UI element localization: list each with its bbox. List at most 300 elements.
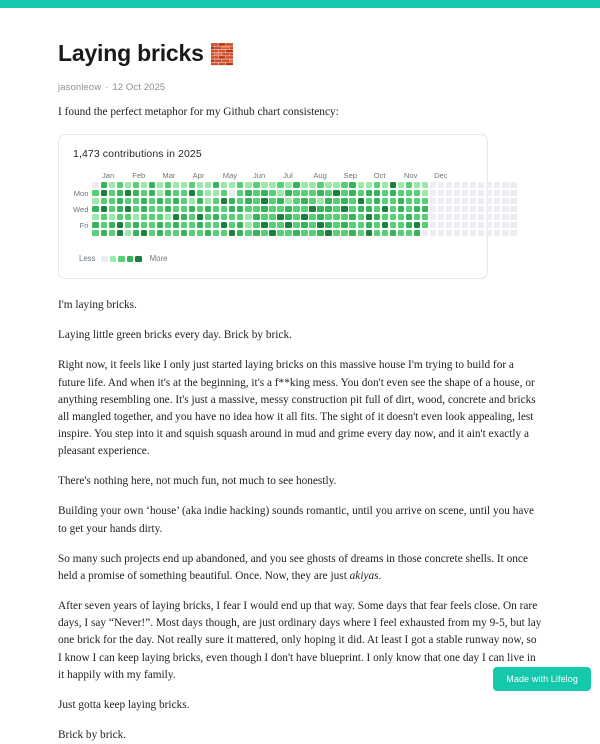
contribution-cell[interactable]	[189, 222, 195, 228]
contribution-cell[interactable]	[510, 214, 516, 220]
contribution-cell[interactable]	[478, 190, 484, 196]
contribution-cell[interactable]	[341, 198, 347, 204]
contribution-cell[interactable]	[358, 198, 364, 204]
contribution-cell[interactable]	[261, 190, 267, 196]
contribution-cell[interactable]	[197, 198, 203, 204]
contribution-cell[interactable]	[333, 206, 339, 212]
contribution-cell[interactable]	[349, 198, 355, 204]
contribution-cell[interactable]	[285, 198, 291, 204]
contribution-cell[interactable]	[237, 198, 243, 204]
contribution-cell[interactable]	[382, 214, 388, 220]
contribution-cell[interactable]	[390, 198, 396, 204]
contribution-cell[interactable]	[502, 206, 508, 212]
contribution-cell[interactable]	[157, 182, 163, 188]
contribution-cell[interactable]	[213, 190, 219, 196]
contribution-cell[interactable]	[366, 182, 372, 188]
contribution-cell[interactable]	[205, 214, 211, 220]
contribution-cell[interactable]	[229, 182, 235, 188]
contribution-cell[interactable]	[382, 222, 388, 228]
contribution-cell[interactable]	[309, 190, 315, 196]
contribution-cell[interactable]	[494, 214, 500, 220]
contribution-cell[interactable]	[374, 214, 380, 220]
contribution-cell[interactable]	[92, 222, 98, 228]
contribution-cell[interactable]	[197, 206, 203, 212]
contribution-cell[interactable]	[149, 198, 155, 204]
contribution-cell[interactable]	[422, 182, 428, 188]
contribution-cell[interactable]	[237, 222, 243, 228]
contribution-cell[interactable]	[502, 198, 508, 204]
contribution-cell[interactable]	[133, 214, 139, 220]
contribution-cell[interactable]	[125, 206, 131, 212]
contribution-cell[interactable]	[165, 182, 171, 188]
contribution-cell[interactable]	[486, 230, 492, 236]
contribution-cell[interactable]	[125, 214, 131, 220]
contribution-cell[interactable]	[309, 198, 315, 204]
contribution-cell[interactable]	[293, 190, 299, 196]
contribution-cell[interactable]	[125, 222, 131, 228]
contribution-cell[interactable]	[213, 222, 219, 228]
contribution-cell[interactable]	[398, 190, 404, 196]
contribution-cell[interactable]	[406, 182, 412, 188]
contribution-cell[interactable]	[309, 222, 315, 228]
contribution-cell[interactable]	[454, 222, 460, 228]
contribution-cell[interactable]	[221, 222, 227, 228]
contribution-cell[interactable]	[414, 222, 420, 228]
contribution-cell[interactable]	[92, 190, 98, 196]
contribution-cell[interactable]	[125, 190, 131, 196]
contribution-cell[interactable]	[366, 222, 372, 228]
contribution-cell[interactable]	[205, 222, 211, 228]
contribution-cell[interactable]	[293, 230, 299, 236]
contribution-cell[interactable]	[293, 182, 299, 188]
contribution-cell[interactable]	[454, 182, 460, 188]
contribution-cell[interactable]	[494, 206, 500, 212]
contribution-cell[interactable]	[382, 182, 388, 188]
contribution-cell[interactable]	[109, 214, 115, 220]
contribution-cell[interactable]	[390, 214, 396, 220]
contribution-cell[interactable]	[109, 182, 115, 188]
contribution-cell[interactable]	[101, 214, 107, 220]
contribution-cell[interactable]	[197, 222, 203, 228]
contribution-cell[interactable]	[141, 222, 147, 228]
contribution-cell[interactable]	[317, 214, 323, 220]
contribution-cell[interactable]	[502, 222, 508, 228]
contribution-cell[interactable]	[229, 198, 235, 204]
contribution-cell[interactable]	[446, 206, 452, 212]
contribution-cell[interactable]	[221, 190, 227, 196]
contribution-cell[interactable]	[133, 182, 139, 188]
contribution-cell[interactable]	[197, 214, 203, 220]
contribution-cell[interactable]	[398, 198, 404, 204]
contribution-cell[interactable]	[245, 214, 251, 220]
contribution-cell[interactable]	[101, 230, 107, 236]
contribution-cell[interactable]	[374, 190, 380, 196]
contribution-cell[interactable]	[366, 198, 372, 204]
contribution-cell[interactable]	[422, 198, 428, 204]
contribution-cell[interactable]	[333, 222, 339, 228]
contribution-cell[interactable]	[173, 198, 179, 204]
contribution-cell[interactable]	[181, 230, 187, 236]
contribution-cell[interactable]	[253, 222, 259, 228]
contribution-cell[interactable]	[414, 182, 420, 188]
contribution-cell[interactable]	[197, 182, 203, 188]
contribution-cell[interactable]	[390, 182, 396, 188]
contribution-cell[interactable]	[293, 214, 299, 220]
contribution-cell[interactable]	[141, 230, 147, 236]
contribution-cell[interactable]	[478, 182, 484, 188]
contribution-cell[interactable]	[165, 198, 171, 204]
contribution-cell[interactable]	[197, 230, 203, 236]
contribution-cell[interactable]	[269, 206, 275, 212]
contribution-cell[interactable]	[92, 214, 98, 220]
contribution-cell[interactable]	[237, 230, 243, 236]
contribution-cell[interactable]	[189, 198, 195, 204]
contribution-cell[interactable]	[101, 198, 107, 204]
contribution-cell[interactable]	[261, 182, 267, 188]
contribution-cell[interactable]	[502, 214, 508, 220]
contribution-cell[interactable]	[349, 182, 355, 188]
contribution-cell[interactable]	[462, 182, 468, 188]
contribution-cell[interactable]	[398, 206, 404, 212]
contribution-cell[interactable]	[301, 206, 307, 212]
contribution-cell[interactable]	[173, 230, 179, 236]
contribution-cell[interactable]	[406, 222, 412, 228]
contribution-cell[interactable]	[285, 222, 291, 228]
contribution-cell[interactable]	[454, 198, 460, 204]
contribution-cell[interactable]	[189, 182, 195, 188]
contribution-cell[interactable]	[430, 198, 436, 204]
contribution-cell[interactable]	[341, 222, 347, 228]
contribution-cell[interactable]	[205, 198, 211, 204]
contribution-cell[interactable]	[277, 222, 283, 228]
contribution-cell[interactable]	[510, 206, 516, 212]
contribution-cell[interactable]	[229, 190, 235, 196]
contribution-cell[interactable]	[349, 222, 355, 228]
contribution-cell[interactable]	[205, 190, 211, 196]
contribution-cell[interactable]	[117, 182, 123, 188]
contribution-cell[interactable]	[181, 206, 187, 212]
contribution-cell[interactable]	[109, 222, 115, 228]
contribution-cell[interactable]	[245, 198, 251, 204]
contribution-cell[interactable]	[221, 214, 227, 220]
contribution-cell[interactable]	[494, 198, 500, 204]
contribution-cell[interactable]	[349, 230, 355, 236]
contribution-cell[interactable]	[181, 198, 187, 204]
contribution-cell[interactable]	[374, 222, 380, 228]
contribution-cell[interactable]	[109, 230, 115, 236]
contribution-cell[interactable]	[366, 214, 372, 220]
contribution-cell[interactable]	[430, 230, 436, 236]
contribution-cell[interactable]	[109, 190, 115, 196]
contribution-cell[interactable]	[141, 206, 147, 212]
contribution-cell[interactable]	[438, 190, 444, 196]
contribution-cell[interactable]	[181, 222, 187, 228]
contribution-cell[interactable]	[149, 230, 155, 236]
contribution-cell[interactable]	[510, 190, 516, 196]
contribution-cell[interactable]	[446, 190, 452, 196]
contribution-cell[interactable]	[125, 230, 131, 236]
contribution-cell[interactable]	[221, 206, 227, 212]
contribution-cell[interactable]	[173, 182, 179, 188]
contribution-cell[interactable]	[510, 222, 516, 228]
contribution-cell[interactable]	[358, 222, 364, 228]
contribution-cell[interactable]	[454, 206, 460, 212]
contribution-cell[interactable]	[141, 190, 147, 196]
contribution-cell[interactable]	[253, 190, 259, 196]
contribution-cell[interactable]	[117, 190, 123, 196]
contribution-cell[interactable]	[406, 198, 412, 204]
contribution-cell[interactable]	[141, 198, 147, 204]
contribution-cell[interactable]	[237, 214, 243, 220]
contribution-cell[interactable]	[422, 222, 428, 228]
contribution-cell[interactable]	[358, 230, 364, 236]
contribution-cell[interactable]	[173, 190, 179, 196]
contribution-cell[interactable]	[141, 214, 147, 220]
contribution-cell[interactable]	[454, 230, 460, 236]
contribution-cell[interactable]	[181, 182, 187, 188]
contribution-cell[interactable]	[285, 206, 291, 212]
contribution-cell[interactable]	[269, 222, 275, 228]
contribution-cell[interactable]	[382, 206, 388, 212]
contribution-cell[interactable]	[229, 222, 235, 228]
contribution-cell[interactable]	[414, 198, 420, 204]
contribution-cell[interactable]	[430, 190, 436, 196]
contribution-cell[interactable]	[269, 198, 275, 204]
contribution-cell[interactable]	[92, 198, 98, 204]
contribution-cell[interactable]	[325, 214, 331, 220]
contribution-cell[interactable]	[446, 230, 452, 236]
contribution-cell[interactable]	[301, 182, 307, 188]
contribution-cell[interactable]	[101, 190, 107, 196]
contribution-cell[interactable]	[438, 198, 444, 204]
contribution-cell[interactable]	[237, 190, 243, 196]
contribution-cell[interactable]	[165, 190, 171, 196]
contribution-cell[interactable]	[349, 206, 355, 212]
contribution-cell[interactable]	[478, 206, 484, 212]
contribution-cell[interactable]	[125, 198, 131, 204]
contribution-cell[interactable]	[229, 230, 235, 236]
contribution-cell[interactable]	[285, 190, 291, 196]
contribution-cell[interactable]	[109, 206, 115, 212]
contribution-cell[interactable]	[173, 214, 179, 220]
contribution-cell[interactable]	[430, 182, 436, 188]
contribution-cell[interactable]	[245, 222, 251, 228]
contribution-cell[interactable]	[301, 230, 307, 236]
contribution-cell[interactable]	[165, 230, 171, 236]
contribution-cell[interactable]	[366, 230, 372, 236]
contribution-cell[interactable]	[269, 214, 275, 220]
contribution-cell[interactable]	[446, 222, 452, 228]
contribution-cell[interactable]	[173, 222, 179, 228]
contribution-cell[interactable]	[237, 182, 243, 188]
contribution-cell[interactable]	[101, 222, 107, 228]
contribution-cell[interactable]	[109, 198, 115, 204]
contribution-cell[interactable]	[157, 190, 163, 196]
contribution-cell[interactable]	[133, 206, 139, 212]
contribution-cell[interactable]	[165, 214, 171, 220]
contribution-cell[interactable]	[325, 182, 331, 188]
contribution-cell[interactable]	[341, 190, 347, 196]
contribution-cell[interactable]	[478, 230, 484, 236]
contribution-cell[interactable]	[149, 190, 155, 196]
contribution-cell[interactable]	[398, 230, 404, 236]
contribution-cell[interactable]	[149, 206, 155, 212]
contribution-cell[interactable]	[333, 214, 339, 220]
contribution-cell[interactable]	[349, 190, 355, 196]
contribution-cell[interactable]	[221, 230, 227, 236]
contribution-cell[interactable]	[317, 230, 323, 236]
contribution-cell[interactable]	[422, 230, 428, 236]
contribution-cell[interactable]	[253, 206, 259, 212]
contribution-cell[interactable]	[470, 182, 476, 188]
contribution-cell[interactable]	[430, 214, 436, 220]
contribution-cell[interactable]	[390, 206, 396, 212]
contribution-cell[interactable]	[422, 190, 428, 196]
contribution-cell[interactable]	[486, 206, 492, 212]
contribution-cell[interactable]	[117, 214, 123, 220]
contribution-cell[interactable]	[374, 230, 380, 236]
contribution-cell[interactable]	[285, 214, 291, 220]
contribution-cell[interactable]	[470, 206, 476, 212]
contribution-cell[interactable]	[253, 182, 259, 188]
contribution-cell[interactable]	[478, 214, 484, 220]
contribution-cell[interactable]	[470, 230, 476, 236]
contribution-cell[interactable]	[502, 182, 508, 188]
contribution-cell[interactable]	[261, 222, 267, 228]
contribution-cell[interactable]	[406, 230, 412, 236]
contribution-cell[interactable]	[358, 214, 364, 220]
contribution-cell[interactable]	[149, 214, 155, 220]
contribution-cell[interactable]	[277, 206, 283, 212]
contribution-cell[interactable]	[398, 182, 404, 188]
contribution-cell[interactable]	[438, 182, 444, 188]
contribution-cell[interactable]	[390, 230, 396, 236]
contribution-cell[interactable]	[285, 182, 291, 188]
contribution-cell[interactable]	[149, 222, 155, 228]
contribution-cell[interactable]	[358, 182, 364, 188]
contribution-cell[interactable]	[382, 190, 388, 196]
contribution-cell[interactable]	[309, 230, 315, 236]
contribution-cell[interactable]	[333, 198, 339, 204]
contribution-cell[interactable]	[277, 190, 283, 196]
contribution-cell[interactable]	[149, 182, 155, 188]
contribution-cell[interactable]	[133, 198, 139, 204]
contribution-cell[interactable]	[92, 230, 98, 236]
contribution-cell[interactable]	[125, 182, 131, 188]
contribution-cell[interactable]	[189, 206, 195, 212]
contribution-cell[interactable]	[317, 190, 323, 196]
contribution-cell[interactable]	[133, 230, 139, 236]
contribution-cell[interactable]	[205, 230, 211, 236]
contribution-cell[interactable]	[454, 214, 460, 220]
contribution-cell[interactable]	[205, 206, 211, 212]
contribution-cell[interactable]	[486, 198, 492, 204]
contribution-cell[interactable]	[141, 182, 147, 188]
contribution-cell[interactable]	[221, 182, 227, 188]
contribution-cell[interactable]	[92, 182, 98, 188]
contribution-cell[interactable]	[502, 190, 508, 196]
contribution-cell[interactable]	[261, 198, 267, 204]
contribution-cell[interactable]	[341, 214, 347, 220]
contribution-cell[interactable]	[414, 190, 420, 196]
contribution-cell[interactable]	[446, 198, 452, 204]
contribution-cell[interactable]	[325, 206, 331, 212]
contribution-cell[interactable]	[462, 230, 468, 236]
contribution-cell[interactable]	[317, 182, 323, 188]
contribution-cell[interactable]	[253, 214, 259, 220]
contribution-cell[interactable]	[470, 214, 476, 220]
contribution-cell[interactable]	[277, 230, 283, 236]
contribution-cell[interactable]	[333, 230, 339, 236]
contribution-cell[interactable]	[422, 206, 428, 212]
contribution-cell[interactable]	[422, 214, 428, 220]
contribution-cell[interactable]	[317, 206, 323, 212]
contribution-cell[interactable]	[430, 206, 436, 212]
contribution-cell[interactable]	[117, 206, 123, 212]
contribution-cell[interactable]	[101, 182, 107, 188]
contribution-cell[interactable]	[462, 206, 468, 212]
contribution-cell[interactable]	[414, 214, 420, 220]
contribution-cell[interactable]	[261, 214, 267, 220]
contribution-cell[interactable]	[277, 182, 283, 188]
contribution-cell[interactable]	[446, 214, 452, 220]
contribution-cell[interactable]	[92, 206, 98, 212]
contribution-cell[interactable]	[349, 214, 355, 220]
contribution-cell[interactable]	[406, 206, 412, 212]
contribution-cell[interactable]	[374, 198, 380, 204]
contribution-cell[interactable]	[494, 222, 500, 228]
contribution-cell[interactable]	[341, 230, 347, 236]
contribution-cell[interactable]	[301, 222, 307, 228]
contribution-cell[interactable]	[221, 198, 227, 204]
contribution-cell[interactable]	[510, 198, 516, 204]
contribution-cell[interactable]	[173, 206, 179, 212]
contribution-cell[interactable]	[189, 230, 195, 236]
contribution-cell[interactable]	[486, 190, 492, 196]
contribution-cell[interactable]	[205, 182, 211, 188]
contribution-cell[interactable]	[181, 190, 187, 196]
contribution-cell[interactable]	[245, 190, 251, 196]
contribution-cell[interactable]	[333, 190, 339, 196]
contribution-cell[interactable]	[181, 214, 187, 220]
contribution-cell[interactable]	[446, 182, 452, 188]
contribution-cell[interactable]	[213, 206, 219, 212]
contribution-cell[interactable]	[478, 222, 484, 228]
contribution-cell[interactable]	[438, 230, 444, 236]
contribution-cell[interactable]	[494, 182, 500, 188]
contribution-cell[interactable]	[358, 190, 364, 196]
contribution-cell[interactable]	[245, 230, 251, 236]
contribution-cell[interactable]	[341, 182, 347, 188]
contribution-cell[interactable]	[253, 198, 259, 204]
contribution-cell[interactable]	[293, 198, 299, 204]
contribution-cell[interactable]	[438, 206, 444, 212]
contribution-cell[interactable]	[229, 214, 235, 220]
contribution-cell[interactable]	[157, 198, 163, 204]
contribution-cell[interactable]	[470, 198, 476, 204]
contribution-cell[interactable]	[382, 198, 388, 204]
contribution-cell[interactable]	[165, 206, 171, 212]
contribution-cell[interactable]	[301, 190, 307, 196]
contribution-cell[interactable]	[462, 214, 468, 220]
contribution-cell[interactable]	[117, 230, 123, 236]
contribution-cell[interactable]	[165, 222, 171, 228]
contribution-cell[interactable]	[390, 222, 396, 228]
contribution-cell[interactable]	[325, 190, 331, 196]
contribution-cell[interactable]	[213, 214, 219, 220]
contribution-cell[interactable]	[406, 190, 412, 196]
contribution-cell[interactable]	[245, 206, 251, 212]
